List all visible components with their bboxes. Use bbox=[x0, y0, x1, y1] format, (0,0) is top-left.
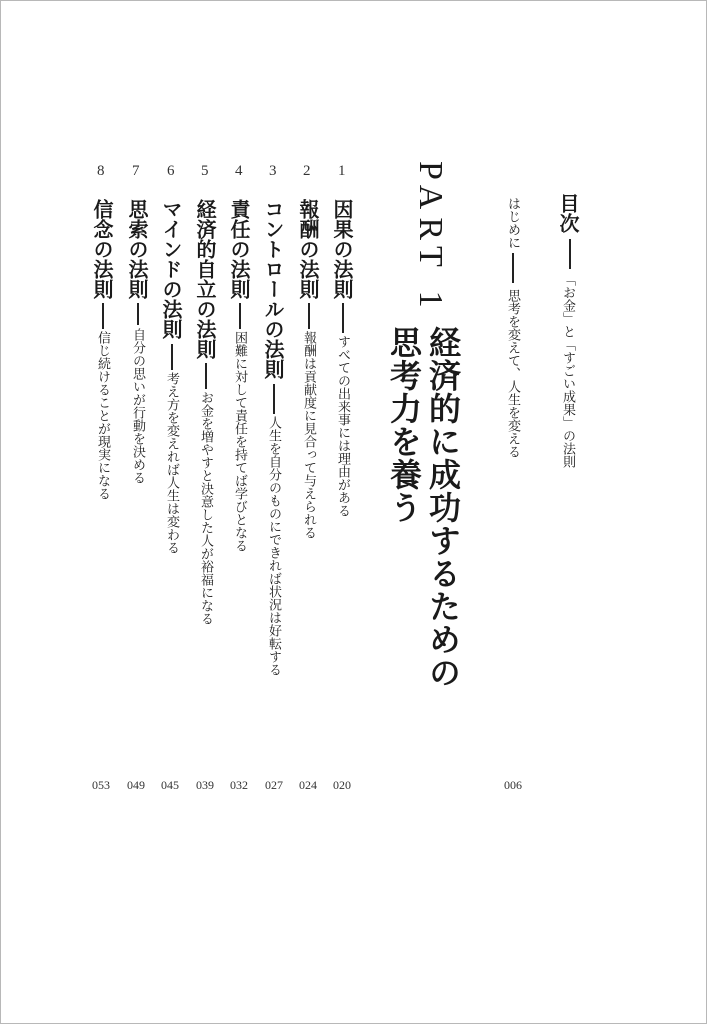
dash-line bbox=[171, 344, 173, 370]
page-number: 053 bbox=[92, 778, 110, 792]
chapter-number: 8 bbox=[97, 163, 105, 179]
chapter-subtitle: 報酬は貢献度に見合って与えられる bbox=[301, 331, 316, 539]
dash-line bbox=[273, 384, 275, 414]
dash-line bbox=[239, 303, 241, 329]
chapter-number: 3 bbox=[269, 163, 277, 179]
chapter-subtitle: 自分の思いが行動を決める bbox=[130, 328, 145, 484]
chapter-number: 2 bbox=[303, 163, 311, 179]
chapter-subtitle: すべての出来事には理由がある bbox=[335, 335, 350, 517]
chapter-number: 7 bbox=[132, 163, 140, 179]
chapter-subtitle: 困難に対して責任を持てば学びとなる bbox=[232, 331, 247, 552]
part-title-line1: 経済的に成功するための bbox=[424, 326, 462, 689]
toc-title: 目次 bbox=[556, 193, 580, 233]
chapter-number: 6 bbox=[167, 163, 175, 179]
chapter-number: 4 bbox=[235, 163, 243, 179]
dash-line bbox=[308, 303, 310, 329]
chapter-title: コントロールの法則 bbox=[261, 199, 285, 379]
chapter-number: 5 bbox=[201, 163, 209, 179]
chapter-title: 信念の法則 bbox=[90, 199, 114, 299]
page-number: 045 bbox=[161, 778, 179, 792]
intro-heading: はじめに bbox=[505, 197, 520, 249]
chapter-title: 思索の法則 bbox=[125, 199, 149, 299]
chapter-title: 責任の法則 bbox=[227, 199, 251, 299]
chapter-subtitle: お金を増やすと決意した人が裕福になる bbox=[198, 391, 213, 625]
page-number: 020 bbox=[333, 778, 351, 792]
page-number: 024 bbox=[299, 778, 317, 792]
part-label: PART 1 bbox=[412, 161, 449, 316]
chapter-subtitle: 人生を自分のものにできれば状況は好転する bbox=[266, 416, 281, 676]
chapter-title: マインドの法則 bbox=[159, 199, 183, 339]
chapter-subtitle: 考え方を変えれば人生は変わる bbox=[164, 372, 179, 554]
page-number: 027 bbox=[265, 778, 283, 792]
dash-line bbox=[342, 303, 344, 333]
intro-subtitle: 思考を変えて、人生を変える bbox=[505, 289, 520, 458]
toc-title-subtitle: 「お金」と「すごい成果」の法則 bbox=[560, 273, 575, 468]
chapter-title: 因果の法則 bbox=[330, 199, 354, 299]
dash-line bbox=[512, 253, 514, 283]
page-number: 049 bbox=[127, 778, 145, 792]
dash-line bbox=[137, 303, 139, 325]
chapter-subtitle: 信じ続けることが現実になる bbox=[95, 331, 110, 500]
chapter-title: 報酬の法則 bbox=[296, 199, 320, 299]
page-number: 006 bbox=[504, 778, 522, 792]
dash-line bbox=[102, 303, 104, 329]
page-number: 039 bbox=[196, 778, 214, 792]
part-title-line2: 思考力を養う bbox=[385, 326, 423, 524]
page-number: 032 bbox=[230, 778, 248, 792]
dash-line bbox=[569, 239, 571, 269]
chapter-title: 経済的自立の法則 bbox=[193, 199, 217, 359]
chapter-number: 1 bbox=[338, 163, 346, 179]
dash-line bbox=[205, 363, 207, 389]
